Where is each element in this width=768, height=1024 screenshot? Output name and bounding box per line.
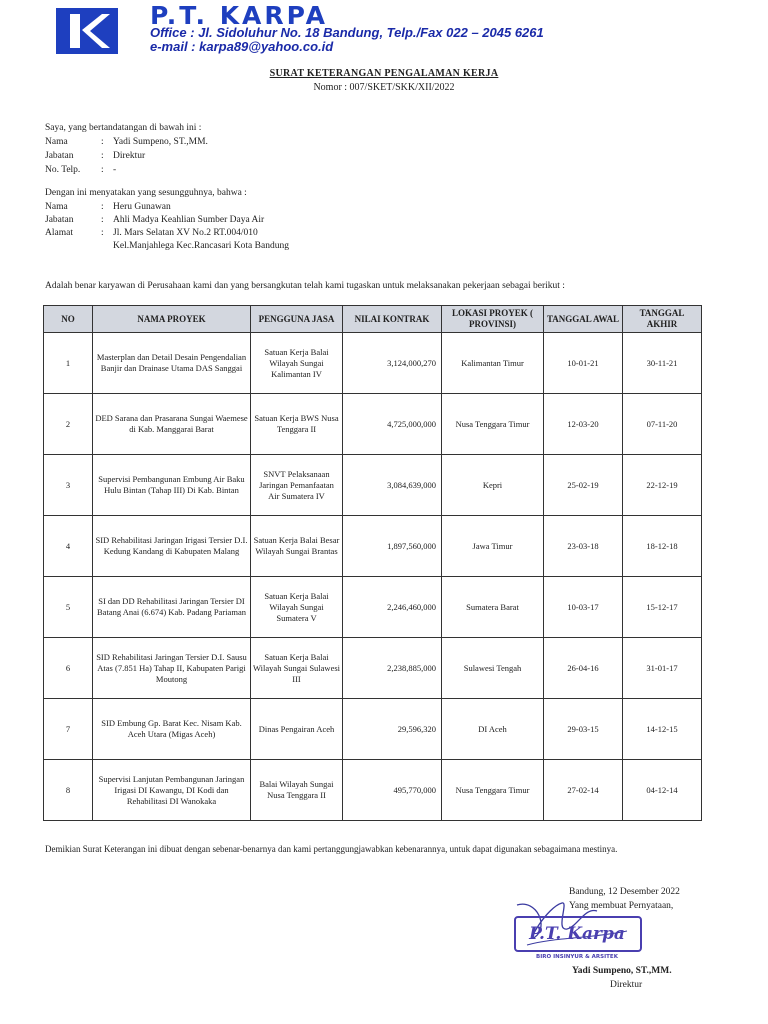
table-header-row [44, 306, 702, 333]
colon: : [101, 165, 104, 175]
cell-end: 07-11-20 [623, 394, 702, 455]
cell-no: 7 [44, 699, 93, 760]
cell-location: Jawa Timur [442, 516, 544, 577]
cell-client: Satuan Kerja Balai Besar Wilayah Sungai Brantas [251, 516, 343, 577]
cell-end: 22-12-19 [623, 455, 702, 516]
header-client: PENGGUNA JASA [251, 306, 343, 333]
cell-no: 5 [44, 577, 93, 638]
signer-intro: Saya, yang bertandatangan di bawah ini : [45, 123, 202, 133]
cell-end: 31-01-17 [623, 638, 702, 699]
statement-text: Adalah benar karyawan di Perusahaan kami dan yang bersangkutan telah kami tugaskan untuk melaksanakan pekerjaan sebagai berikut : [45, 281, 565, 291]
signer-name-value: Yadi Sumpeno, ST.,MM. [113, 137, 208, 147]
project-table [43, 305, 702, 821]
cell-project: Supervisi Pembangunan Embung Air Baku Hulu Bintan (Tahap III) Di Kab. Bintan [93, 455, 251, 516]
header-contract-value: NILAI KONTRAK [343, 306, 442, 333]
cell-value: 495,770,000 [343, 760, 442, 821]
cell-client: Satuan Kerja Balai Wilayah Sungai Sumatera V [251, 577, 343, 638]
cell-start: 26-04-16 [544, 638, 623, 699]
svg-text:BIRO INSINYUR & ARSITEK: BIRO INSINYUR & ARSITEK [536, 954, 618, 960]
header-no: NO [44, 306, 93, 333]
employee-address-label: Alamat [45, 228, 73, 238]
cell-project: Masterplan dan Detail Desain Pengendalian Banjir dan Drainase Utama DAS Sanggai [93, 333, 251, 394]
cell-project: SID Rehabilitasi Jaringan Tersier D.I. Sausu Atas (7.851 Ha) Tahap II, Kabupaten Parigi Moutong [93, 638, 251, 699]
cell-client: Balai Wilayah Sungai Nusa Tenggara II [251, 760, 343, 821]
colon: : [101, 215, 104, 225]
table-row [44, 699, 702, 760]
colon: : [101, 137, 104, 147]
header-start-date: TANGGAL AWAL [544, 306, 623, 333]
cell-no: 8 [44, 760, 93, 821]
cell-end: 18-12-18 [623, 516, 702, 577]
cell-project: Supervisi Lanjutan Pembangunan Jaringan Irigasi DI Kawangu, DI Kodi dan Rehabilitasi DI Wanokaka [93, 760, 251, 821]
cell-start: 23-03-18 [544, 516, 623, 577]
header-end-date: TANGGAL AKHIR [623, 306, 702, 333]
karpa-logo-icon [56, 8, 118, 54]
signer-name-label: Nama [45, 137, 68, 147]
closing-text: Demikian Surat Keterangan ini dibuat dengan sebenar-benarnya dan kami pertanggungjawabkan kebenarannya, untuk dapat digunakan sebagaimana mestinya. [45, 844, 618, 854]
cell-end: 14-12-15 [623, 699, 702, 760]
employee-name-label: Nama [45, 202, 68, 212]
table-row [44, 577, 702, 638]
cell-project: DED Sarana dan Prasarana Sungai Waemese di Kab. Manggarai Barat [93, 394, 251, 455]
header-location: LOKASI PROYEK ( PROVINSI) [442, 306, 544, 333]
cell-no: 4 [44, 516, 93, 577]
document-title: SURAT KETERANGAN PENGALAMAN KERJA [269, 68, 499, 79]
cell-project: SID Rehabilitasi Jaringan Irigasi Tersier D.I. Kedung Kandang di Kabupaten Malang [93, 516, 251, 577]
cell-value: 2,238,885,000 [343, 638, 442, 699]
signer-phone-label: No. Telp. [45, 165, 81, 175]
signature-maker-label: Yang membuat Pernyataan, [569, 901, 674, 911]
cell-end: 15-12-17 [623, 577, 702, 638]
cell-no: 3 [44, 455, 93, 516]
header-project: NAMA PROYEK [93, 306, 251, 333]
cell-project: SI dan DD Rehabilitasi Jaringan Tersier DI Batang Anai (6.674) Kab. Padang Pariaman [93, 577, 251, 638]
cell-location: Sumatera Barat [442, 577, 544, 638]
colon: : [101, 228, 104, 238]
cell-location: Nusa Tenggara Timur [442, 394, 544, 455]
cell-start: 25-02-19 [544, 455, 623, 516]
signer-signature-name: Yadi Sumpeno, ST.,MM. [572, 966, 672, 976]
svg-text:P.T. Karpa: P.T. Karpa [529, 924, 625, 944]
cell-start: 12-03-20 [544, 394, 623, 455]
table-row [44, 333, 702, 394]
cell-value: 29,596,320 [343, 699, 442, 760]
company-office-line: Office : Jl. Sidoluhur No. 18 Bandung, Telp./Fax 022 – 2045 6261 [150, 25, 544, 40]
cell-value: 3,084,639,000 [343, 455, 442, 516]
table-row [44, 455, 702, 516]
table-row [44, 516, 702, 577]
employee-intro: Dengan ini menyatakan yang sesungguhnya, bahwa : [45, 188, 247, 198]
cell-location: Sulawesi Tengah [442, 638, 544, 699]
cell-no: 2 [44, 394, 93, 455]
company-stamp-signature [507, 897, 657, 963]
cell-project: SID Embung Gp. Barat Kec. Nisam Kab. Aceh Utara (Migas Aceh) [93, 699, 251, 760]
cell-client: Dinas Pengairan Aceh [251, 699, 343, 760]
cell-no: 6 [44, 638, 93, 699]
cell-location: Nusa Tenggara Timur [442, 760, 544, 821]
table-row [44, 638, 702, 699]
cell-no: 1 [44, 333, 93, 394]
employee-address-line-2: Kel.Manjahlega Kec.Rancasari Kota Bandung [113, 241, 289, 251]
employee-address-line-1: Jl. Mars Selatan XV No.2 RT.004/010 [113, 228, 258, 238]
table-row [44, 394, 702, 455]
cell-end: 04-12-14 [623, 760, 702, 821]
table-row [44, 760, 702, 821]
cell-value: 2,246,460,000 [343, 577, 442, 638]
cell-start: 29-03-15 [544, 699, 623, 760]
company-email-line: e-mail : karpa89@yahoo.co.id [150, 39, 334, 54]
cell-client: SNVT Pelaksanaan Jaringan Pemanfaatan Air Sumatera IV [251, 455, 343, 516]
cell-location: DI Aceh [442, 699, 544, 760]
cell-value: 1,897,560,000 [343, 516, 442, 577]
cell-start: 10-03-17 [544, 577, 623, 638]
signature-place-date: Bandung, 12 Desember 2022 [569, 887, 680, 897]
cell-location: Kalimantan Timur [442, 333, 544, 394]
signer-position-label: Jabatan [45, 151, 74, 161]
cell-client: Satuan Kerja BWS Nusa Tenggara II [251, 394, 343, 455]
cell-start: 27-02-14 [544, 760, 623, 821]
signer-position-value: Direktur [113, 151, 146, 161]
cell-end: 30-11-21 [623, 333, 702, 394]
cell-location: Kepri [442, 455, 544, 516]
cell-value: 3,124,000,270 [343, 333, 442, 394]
employee-position-label: Jabatan [45, 215, 74, 225]
cell-start: 10-01-21 [544, 333, 623, 394]
cell-value: 4,725,000,000 [343, 394, 442, 455]
cell-client: Satuan Kerja Balai Wilayah Sungai Kalimantan IV [251, 333, 343, 394]
signer-signature-role: Direktur [610, 980, 643, 990]
colon: : [101, 202, 104, 212]
colon: : [101, 151, 104, 161]
document-number: Nomor : 007/SKET/SKK/XII/2022 [313, 82, 455, 93]
employee-position-value: Ahli Madya Keahlian Sumber Daya Air [113, 215, 265, 225]
signer-phone-value: - [113, 165, 117, 175]
letterhead [56, 1, 736, 56]
company-name: P.T. KARPA [150, 1, 329, 30]
cell-client: Satuan Kerja Balai Wilayah Sungai Sulawesi III [251, 638, 343, 699]
employee-name-value: Heru Gunawan [113, 202, 171, 212]
